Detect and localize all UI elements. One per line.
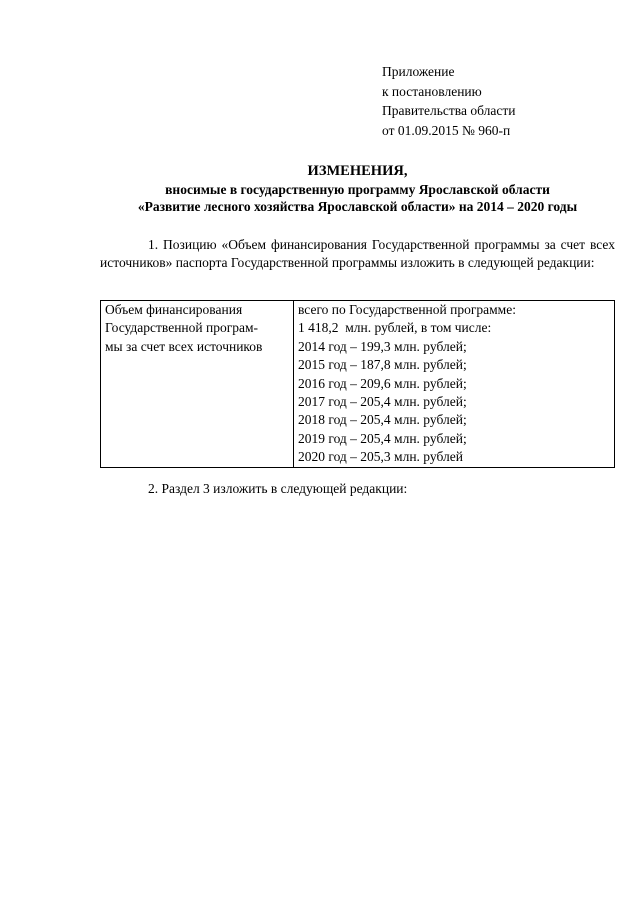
- label-line: Государственной програм-: [105, 320, 259, 336]
- value-line: 2018 год – 205,4 млн. рублей;: [298, 412, 467, 428]
- label-line: Объем финансирования: [105, 302, 243, 317]
- table-row: [101, 301, 615, 468]
- value-line: 1 418,2 млн. рублей, в том числе:: [298, 320, 492, 336]
- appendix-line: Приложение: [382, 64, 455, 79]
- appendix-line: Правительства области: [382, 103, 516, 118]
- financing-label-cell: [101, 301, 294, 468]
- value-line: 2014 год – 199,3 млн. рублей;: [298, 338, 467, 354]
- appendix-line: к постановлению: [382, 83, 482, 99]
- label-line: мы за счет всех источников: [105, 338, 263, 354]
- paragraph-1: 1. Позицию «Объем финансирования Государственной программы за счет всех источников» паспорта Государственной программы изложить в следующей редакции:: [100, 237, 615, 270]
- financing-values-cell: [294, 301, 615, 468]
- appendix-block: [382, 62, 515, 140]
- value-line: 2020 год – 205,3 млн. рублей: [298, 449, 463, 465]
- title-heading: ИЗМЕНЕНИЯ,: [307, 163, 408, 179]
- value-line: 2016 год – 209,6 млн. рублей;: [298, 375, 467, 391]
- title-subheading: вносимые в государственную программу Ярославской области: [165, 182, 550, 197]
- value-line: 2015 год – 187,8 млн. рублей;: [298, 357, 467, 373]
- value-line: 2017 год – 205,4 млн. рублей;: [298, 394, 467, 410]
- title-program-name: «Развитие лесного хозяйства Ярославской области» на 2014 – 2020 годы: [137, 199, 578, 214]
- document-title: [100, 161, 615, 215]
- paragraph-2: 2. Раздел 3 изложить в следующей редакции:: [148, 481, 408, 496]
- value-line: 2019 год – 205,4 млн. рублей;: [298, 430, 467, 446]
- value-line: всего по Государственной программе:: [298, 302, 516, 317]
- appendix-line: от 01.09.2015 № 960-п: [382, 122, 511, 138]
- financing-table: [100, 300, 615, 468]
